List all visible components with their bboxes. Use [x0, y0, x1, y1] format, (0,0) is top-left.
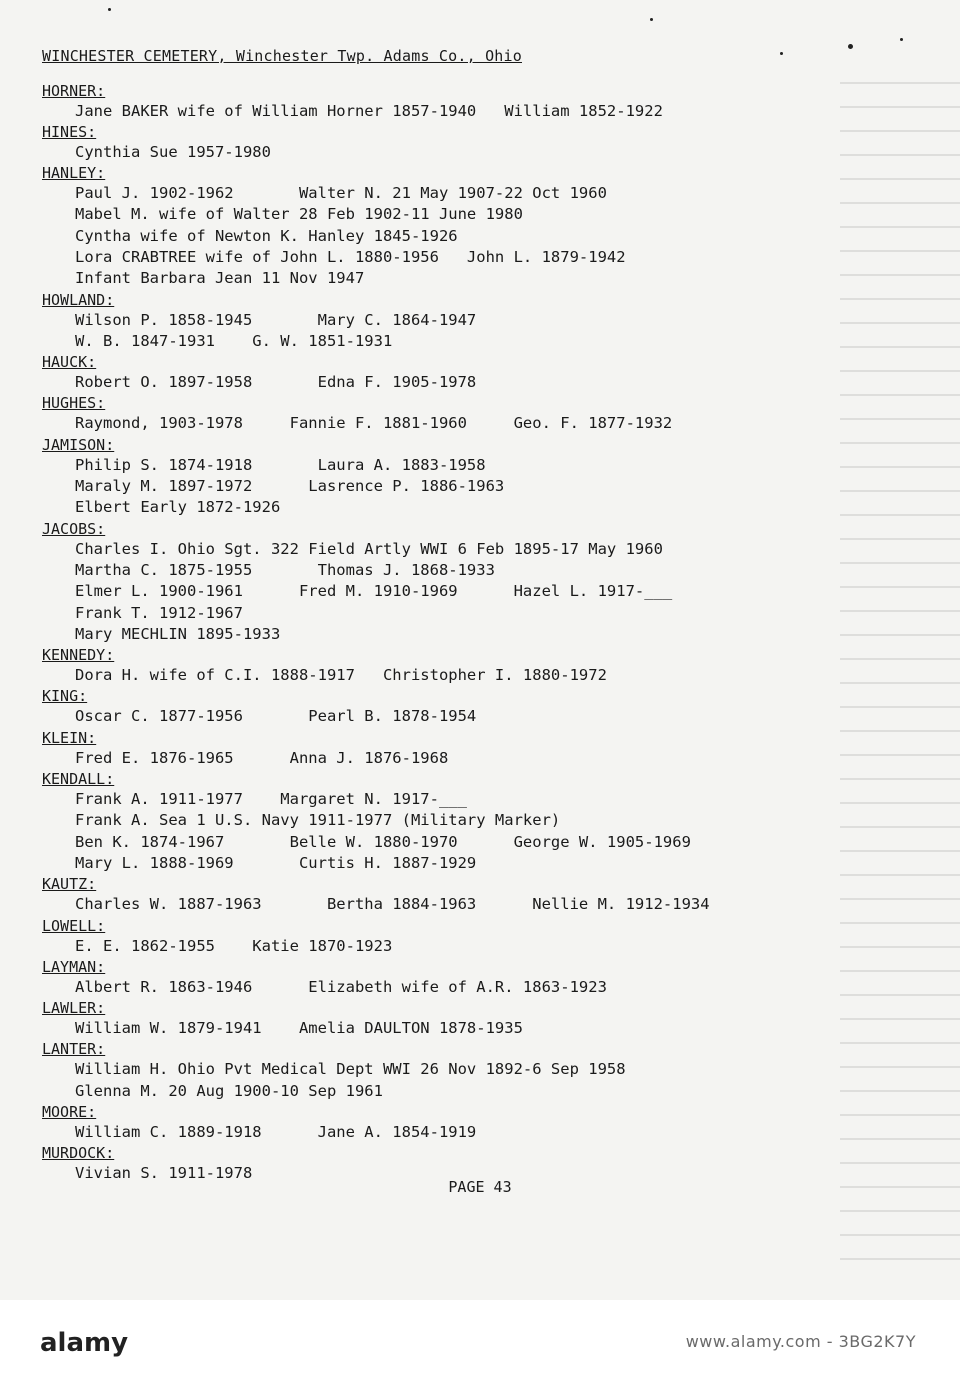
burial-entry: Frank A. 1911-1977 Margaret N. 1917-___	[75, 790, 467, 809]
surname-heading: HORNER:	[42, 81, 106, 100]
burial-entry: Charles I. Ohio Sgt. 322 Field Artly WWI 6 Feb 1895-17 May 1960	[75, 539, 663, 558]
burial-entry: William C. 1889-1918 Jane A. 1854-1919	[75, 1123, 477, 1141]
surname-heading: KAUTZ:	[42, 875, 97, 894]
surname-heading: LANTER:	[42, 1040, 106, 1059]
burial-entry: William H. Ohio Pvt Medical Dept WWI 26 Nov 1892-6 Sep 1958	[75, 1060, 626, 1079]
burial-entry: Elmer L. 1900-1961 Fred M. 1910-1969 Hazel L. 1917-___	[75, 582, 673, 601]
family-block	[42, 1102, 842, 1143]
burial-entry: Mary MECHLIN 1895-1933	[75, 624, 281, 643]
surname-heading: KING:	[42, 687, 88, 706]
bleed-through-text	[840, 60, 960, 1260]
family-list	[42, 81, 842, 1185]
surname-heading: JAMISON:	[42, 435, 115, 454]
family-block	[42, 998, 842, 1039]
surname-heading: HANLEY:	[42, 164, 106, 183]
family-block	[42, 874, 842, 915]
burial-entry: Mabel M. wife of Walter 28 Feb 1902-11 June 1980	[75, 205, 523, 224]
surname-heading: MOORE:	[42, 1103, 97, 1121]
dust-speck	[900, 38, 903, 41]
surname-heading: MURDOCK:	[42, 1144, 115, 1163]
family-block	[42, 957, 842, 998]
family-block	[42, 645, 842, 686]
surname-heading: LOWELL:	[42, 916, 106, 935]
surname-heading: KENNEDY:	[42, 646, 115, 665]
burial-entry: Oscar C. 1877-1956 Pearl B. 1878-1954	[75, 707, 477, 726]
page-header: WINCHESTER CEMETERY, Winchester Twp. Adams Co., Ohio	[42, 47, 522, 65]
surname-heading: JACOBS:	[42, 519, 106, 538]
burial-entry: William W. 1879-1941 Amelia DAULTON 1878-1935	[75, 1019, 523, 1038]
family-block	[42, 769, 842, 874]
dust-speck	[108, 8, 111, 11]
dust-speck	[848, 44, 853, 49]
burial-entry: Charles W. 1887-1963 Bertha 1884-1963 Nellie M. 1912-1934	[75, 895, 710, 914]
burial-entry: Frank T. 1912-1967	[75, 603, 243, 622]
surname-heading: HINES:	[42, 122, 97, 141]
burial-entry: Albert R. 1863-1946 Elizabeth wife of A.R. 1863-1923	[75, 977, 607, 996]
surname-heading: LAYMAN:	[42, 957, 106, 976]
surname-heading: KLEIN:	[42, 728, 97, 747]
surname-heading: LAWLER:	[42, 999, 106, 1018]
family-block	[42, 686, 842, 727]
surname-heading: HUGHES:	[42, 394, 106, 413]
burial-entry: Philip S. 1874-1918 Laura A. 1883-1958	[75, 455, 486, 474]
burial-entry: Mary L. 1888-1969 Curtis H. 1887-1929	[75, 853, 477, 872]
surname-heading: HOWLAND:	[42, 290, 115, 309]
stock-code: www.alamy.com - 3BG2K7Y	[685, 1332, 916, 1351]
burial-entry: Elbert Early 1872-1926	[75, 498, 281, 517]
burial-entry: Dora H. wife of C.I. 1888-1917 Christopher I. 1880-1972	[75, 666, 607, 685]
family-block	[42, 393, 842, 434]
dust-speck	[650, 18, 653, 21]
surname-heading: HAUCK:	[42, 353, 97, 372]
burial-entry: Infant Barbara Jean 11 Nov 1947	[75, 269, 365, 288]
burial-entry: Glenna M. 20 Aug 1900-10 Sep 1961	[75, 1081, 383, 1100]
burial-entry: Vivian S. 1911-1978	[75, 1164, 253, 1183]
burial-entry: Robert O. 1897-1958 Edna F. 1905-1978	[75, 373, 477, 392]
family-block	[42, 81, 842, 122]
family-block	[42, 122, 842, 163]
burial-entry: Fred E. 1876-1965 Anna J. 1876-1968	[75, 748, 449, 767]
family-block	[42, 916, 842, 957]
stock-logo: alamy	[40, 1328, 129, 1358]
burial-entry: Frank A. Sea 1 U.S. Navy 1911-1977 (Military Marker)	[75, 811, 561, 830]
burial-entry: Wilson P. 1858-1945 Mary C. 1864-1947	[75, 310, 477, 329]
family-block	[42, 163, 842, 289]
watermark-footer	[0, 1300, 960, 1390]
page-number: PAGE 43	[448, 1178, 512, 1196]
family-block	[42, 290, 842, 353]
family-block	[42, 519, 842, 645]
burial-entry: W. B. 1847-1931 G. W. 1851-1931	[75, 331, 393, 350]
burial-entry: Raymond, 1903-1978 Fannie F. 1881-1960 Geo. F. 1877-1932	[75, 414, 673, 433]
burial-entry: Ben K. 1874-1967 Belle W. 1880-1970 George W. 1905-1969	[75, 832, 691, 851]
family-block	[42, 435, 842, 519]
family-block	[42, 728, 842, 769]
surname-heading: KENDALL:	[42, 770, 115, 789]
burial-entry: Cyntha wife of Newton K. Hanley 1845-1926	[75, 226, 458, 245]
burial-entry: Paul J. 1902-1962 Walter N. 21 May 1907-22 Oct 1960	[75, 184, 607, 203]
burial-entry: E. E. 1862-1955 Katie 1870-1923	[75, 936, 393, 955]
burial-entry: Lora CRABTREE wife of John L. 1880-1956 John L. 1879-1942	[75, 247, 626, 266]
burial-entry: Cynthia Sue 1957-1980	[75, 142, 271, 161]
burial-entry: Maraly M. 1897-1972 Lasrence P. 1886-1963	[75, 477, 505, 496]
family-block	[42, 352, 842, 393]
cemetery-record-list	[42, 46, 842, 1185]
family-block	[42, 1039, 842, 1102]
burial-entry: Martha C. 1875-1955 Thomas J. 1868-1933	[75, 560, 495, 579]
burial-entry: Jane BAKER wife of William Horner 1857-1940 William 1852-1922	[75, 101, 663, 120]
